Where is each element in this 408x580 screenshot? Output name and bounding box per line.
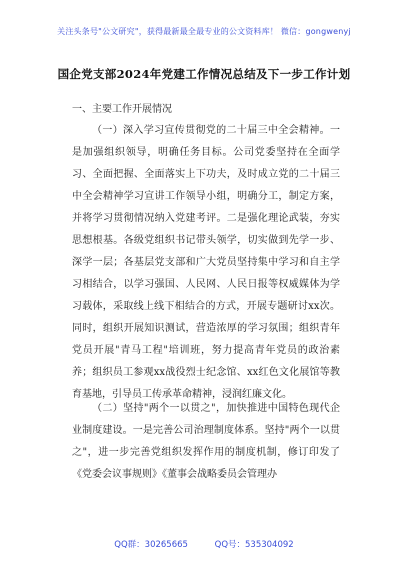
footer-qq-group: QQ群：30265665 [114,540,188,550]
document-title: 国企党支部2024年党建工作情况总结及下一步工作计划 [57,67,351,81]
header-promo-note: 关注头条号"公文研究"，获得最新最全最专业的公文资料库！ 微信：gongwenyj [57,27,351,36]
section-heading: 一、主要工作开展情况 [72,104,172,115]
footer-contact [0,538,408,550]
paragraph-2: （二）坚持"两个一以贯之"，加快推进中国特色现代企业制度建设。一是完善公司治理制度体系。坚持"两个一以贯之"，进一步完善党组织发挥作用的制度机制，修订印发了《党委会议事规则》《董事会战略委员会管理办 [72,403,340,480]
footer-qq-number: QQ号：535304092 [214,540,294,550]
paragraph-1: （一）深入学习宣传贯彻党的二十届三中全会精神。一是加强组织领导，明确任务目标。公司党委坚持在全面学习、全面把握、全面落实上下功夫，及时成立党的二十届三中全会精神学习宣讲工作领导小组，明确分工，制定方案，并将学习贯彻情况纳入党建考评。二是强化理论武装，夯实思想根基。各级党组织书记带头领学，切实做到先学一步、深学一层；各基层党支部和广大党员坚持集中学习和自主学习相结合，以学习强国、人民网、人民日报等权威媒体为学习载体，采取线上线下相结合的方式，开展专题研讨xx次。同时，组织开展知识测试，营造浓厚的学习氛围；组织青年党员开展"青马工程"培训班，努力提高青年党员的政治素养；组织员工参观xx战役烈士纪念馆、xx红色文化展馆等教育基地，引导员工传承革命精神，浸润红廉文化。 [72,125,340,400]
